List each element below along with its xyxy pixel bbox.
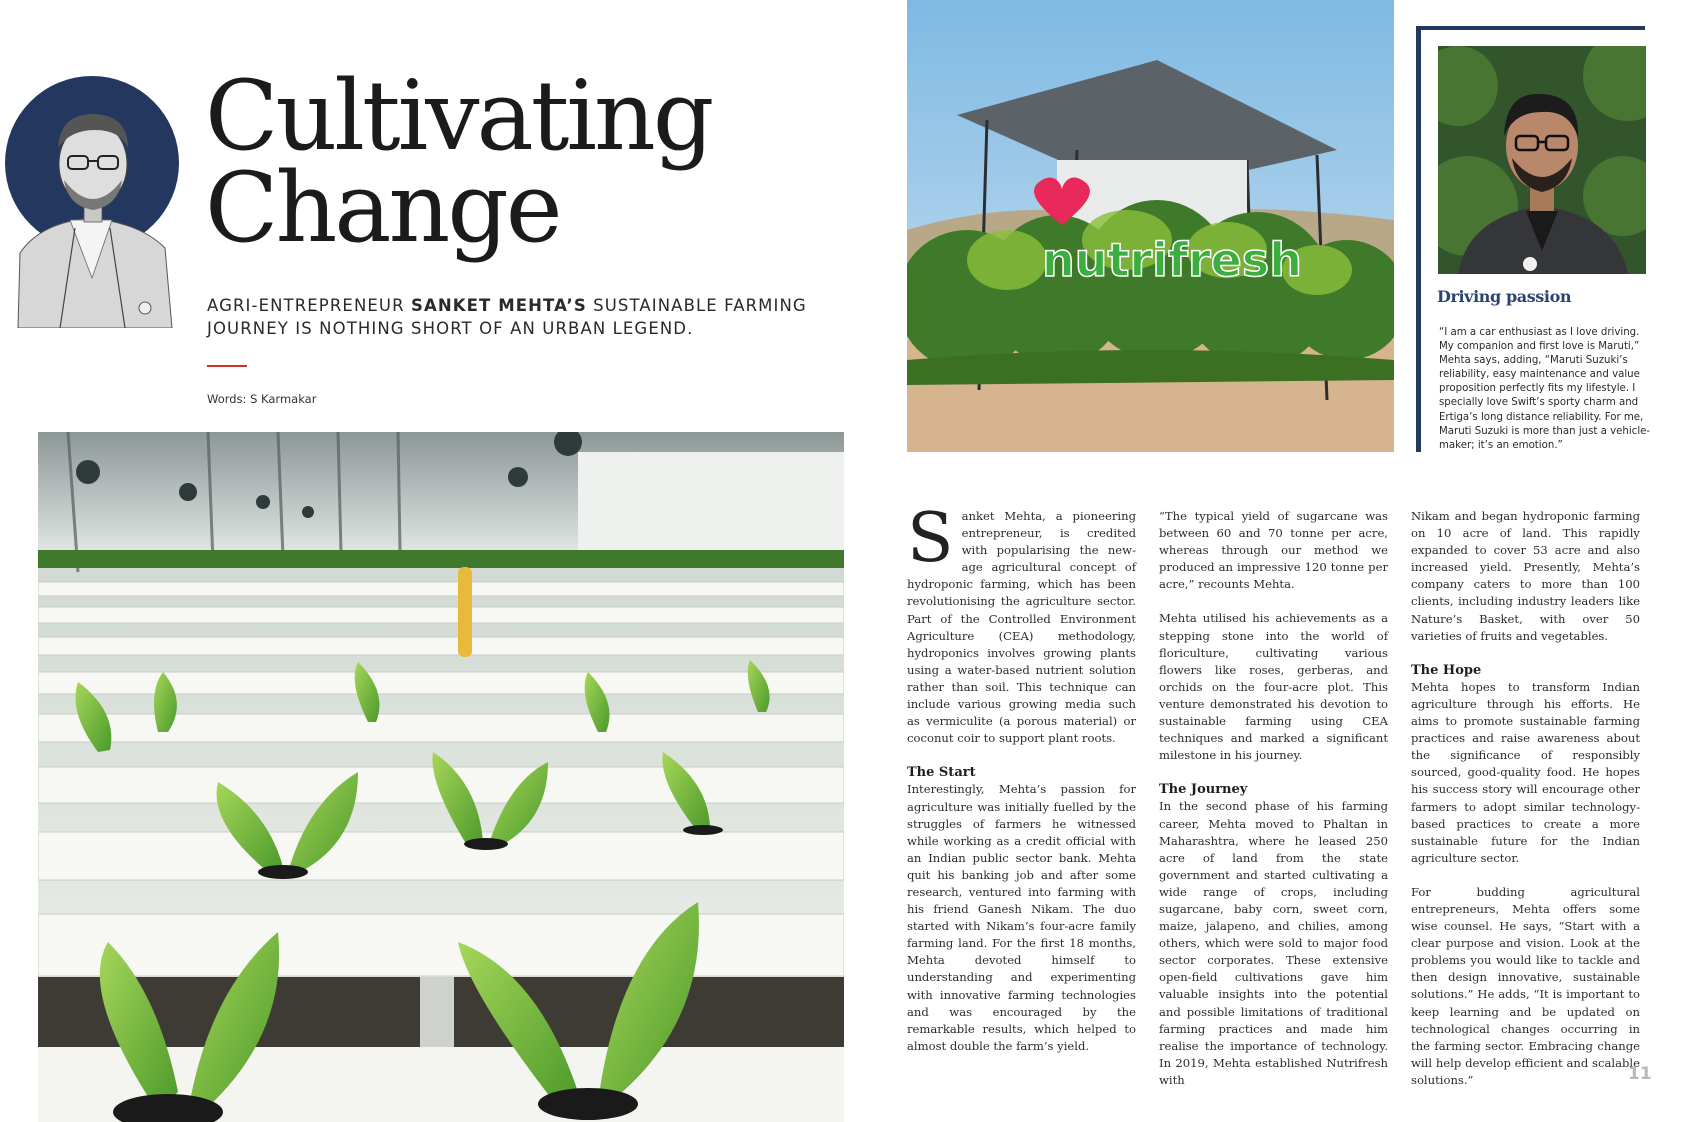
section-heading-journey: The Journey: [1159, 782, 1248, 798]
nutrifresh-photo: [907, 0, 1394, 452]
accent-divider: [207, 365, 247, 367]
subtitle-prefix: AGRI-ENTREPRENEUR: [207, 296, 411, 315]
sanket-mehta-photo: [1438, 46, 1646, 274]
section-heading-start: The Start: [907, 765, 976, 781]
intro-paragraph: [907, 499, 1136, 747]
article-column-1: [907, 499, 1136, 1072]
subtitle-suffix: SUSTAINABLE FARMING JOURNEY IS NOTHING SHORT OF AN URBAN LEGEND.: [207, 296, 807, 338]
article-column-2: [1159, 508, 1388, 1106]
journey-paragraph: In the second phase of his farming career, Mehta moved to Phaltan in Maharashtra, where he leased 250 acre of land from the state government and started cultivating a wide range of crops, including sugarcane, baby corn, sweet corn, maize, jalapeno, and chilies, among others, which were sold to major food sector corporates. These extensive open-field cultivations gave him valuable insights into the potential and possible limitations of traditional farming practices and made him realise the importance of technology. In 2019, Mehta established Nutrifresh with: [1159, 799, 1388, 1087]
author-portrait-illustration: [0, 38, 190, 328]
sidebar-quote: “I am a car enthusiast as I love driving. My companion and first love is Maruti,” Mehta says, adding, “Maruti Suzuki’s reliability, easy maintenance and value proposition perfectly fits my lifestyle. I specially love Swift’s sporty charm and Ertiga’s long distance reliability. For me, Maruti Suzuki is more than just a vehicle-maker; it’s an emotion.”: [1439, 327, 1651, 451]
advice-paragraph: For budding agricultural entrepreneurs, Mehta offers some wise counsel. He says, “Start with a clear purpose and vision. Look at the problems you would like to tackle and then design innovative, sustainable solutions.” He adds, “It is important to keep learning and be updated on technological changes occurring in the farming sector. Embracing change will help develop efficient and scalable solutions.”: [1411, 884, 1640, 1087]
article-column-3: [1411, 508, 1640, 1106]
article-title: [205, 60, 745, 264]
floriculture-paragraph: Mehta utilised his achievements as a stepping stone into the world of floriculture, cultivating various flowers like roses, gerberas, and orchids on the four-acre plot. This venture demonstrated his devotion to sustainable farming using CEA techniques and marked a significant milestone in his journey.: [1159, 611, 1388, 763]
journey-continued-paragraph: Nikam and began hydroponic farming on 10 acre of land. This rapidly expanded to cover 53 acre and also increased yield. Presently, Mehta’s company caters to more than 100 clients, including industry leaders like Nature’s Basket, with over 50 varieties of fruits and vegetables.: [1411, 509, 1640, 643]
hope-paragraph: Mehta hopes to transform Indian agriculture through his efforts. He aims to promote sustainable farming practices and raise awareness about the significance of responsibly sourced, good-quality food. He hopes his success story will encourage other farmers to adopt similar technology-based practices to create a more sustainable future for the Indian agriculture sector.: [1411, 679, 1640, 865]
start-paragraph: Interestingly, Mehta’s passion for agriculture was initially fuelled by the struggles of farmers he witnessed while working as a credit official with an Indian public sector bank. Mehta quit his banking job and after some research, ventured into farming with his friend Ganesh Nikam. The duo started with Nikam’s four-acre family farming land. For the first 18 months, Mehta devoted himself to understanding and experimenting with innovative farming technologies and was encouraged by the remarkable results, which helped to almost double the farm’s yield.: [907, 782, 1136, 1053]
title-line-1: Cultivating: [205, 60, 712, 172]
drop-cap: S: [907, 499, 954, 578]
nutrifresh-sign-text: nutrifresh: [1042, 233, 1302, 287]
sidebar-vertical-rule: [1416, 26, 1421, 452]
byline: Words: S Karmakar: [207, 392, 317, 406]
subtitle-name: SANKET MEHTA’S: [411, 296, 587, 315]
article-subtitle: [207, 294, 807, 340]
sidebar-heading: Driving passion: [1437, 287, 1572, 306]
section-heading-hope: The Hope: [1411, 662, 1482, 678]
sidebar-top-rule: [1416, 26, 1645, 30]
intro-text: anket Mehta, a pioneering entrepreneur, is credited with popularising the new-age agricultural concept of hydroponic farming, which has been revolutionising the agriculture sector. Part of the Controlled Environment Agriculture (CEA) methodology, hydroponics involves growing plants using a water-based nutrient solution rather than soil. This technique can include various growing media such as vermiculite (a porous material) or coconut coir to support plant roots.: [907, 509, 1136, 746]
title-line-2: Change: [205, 152, 560, 264]
page-number: 11: [1628, 1064, 1652, 1084]
yield-quote-paragraph: “The typical yield of sugarcane was between 60 and 70 tonne per acre, whereas through our method we produced an impressive 120 tonne per acre,” recounts Mehta.: [1159, 509, 1388, 592]
greenhouse-photo: [38, 432, 844, 1122]
